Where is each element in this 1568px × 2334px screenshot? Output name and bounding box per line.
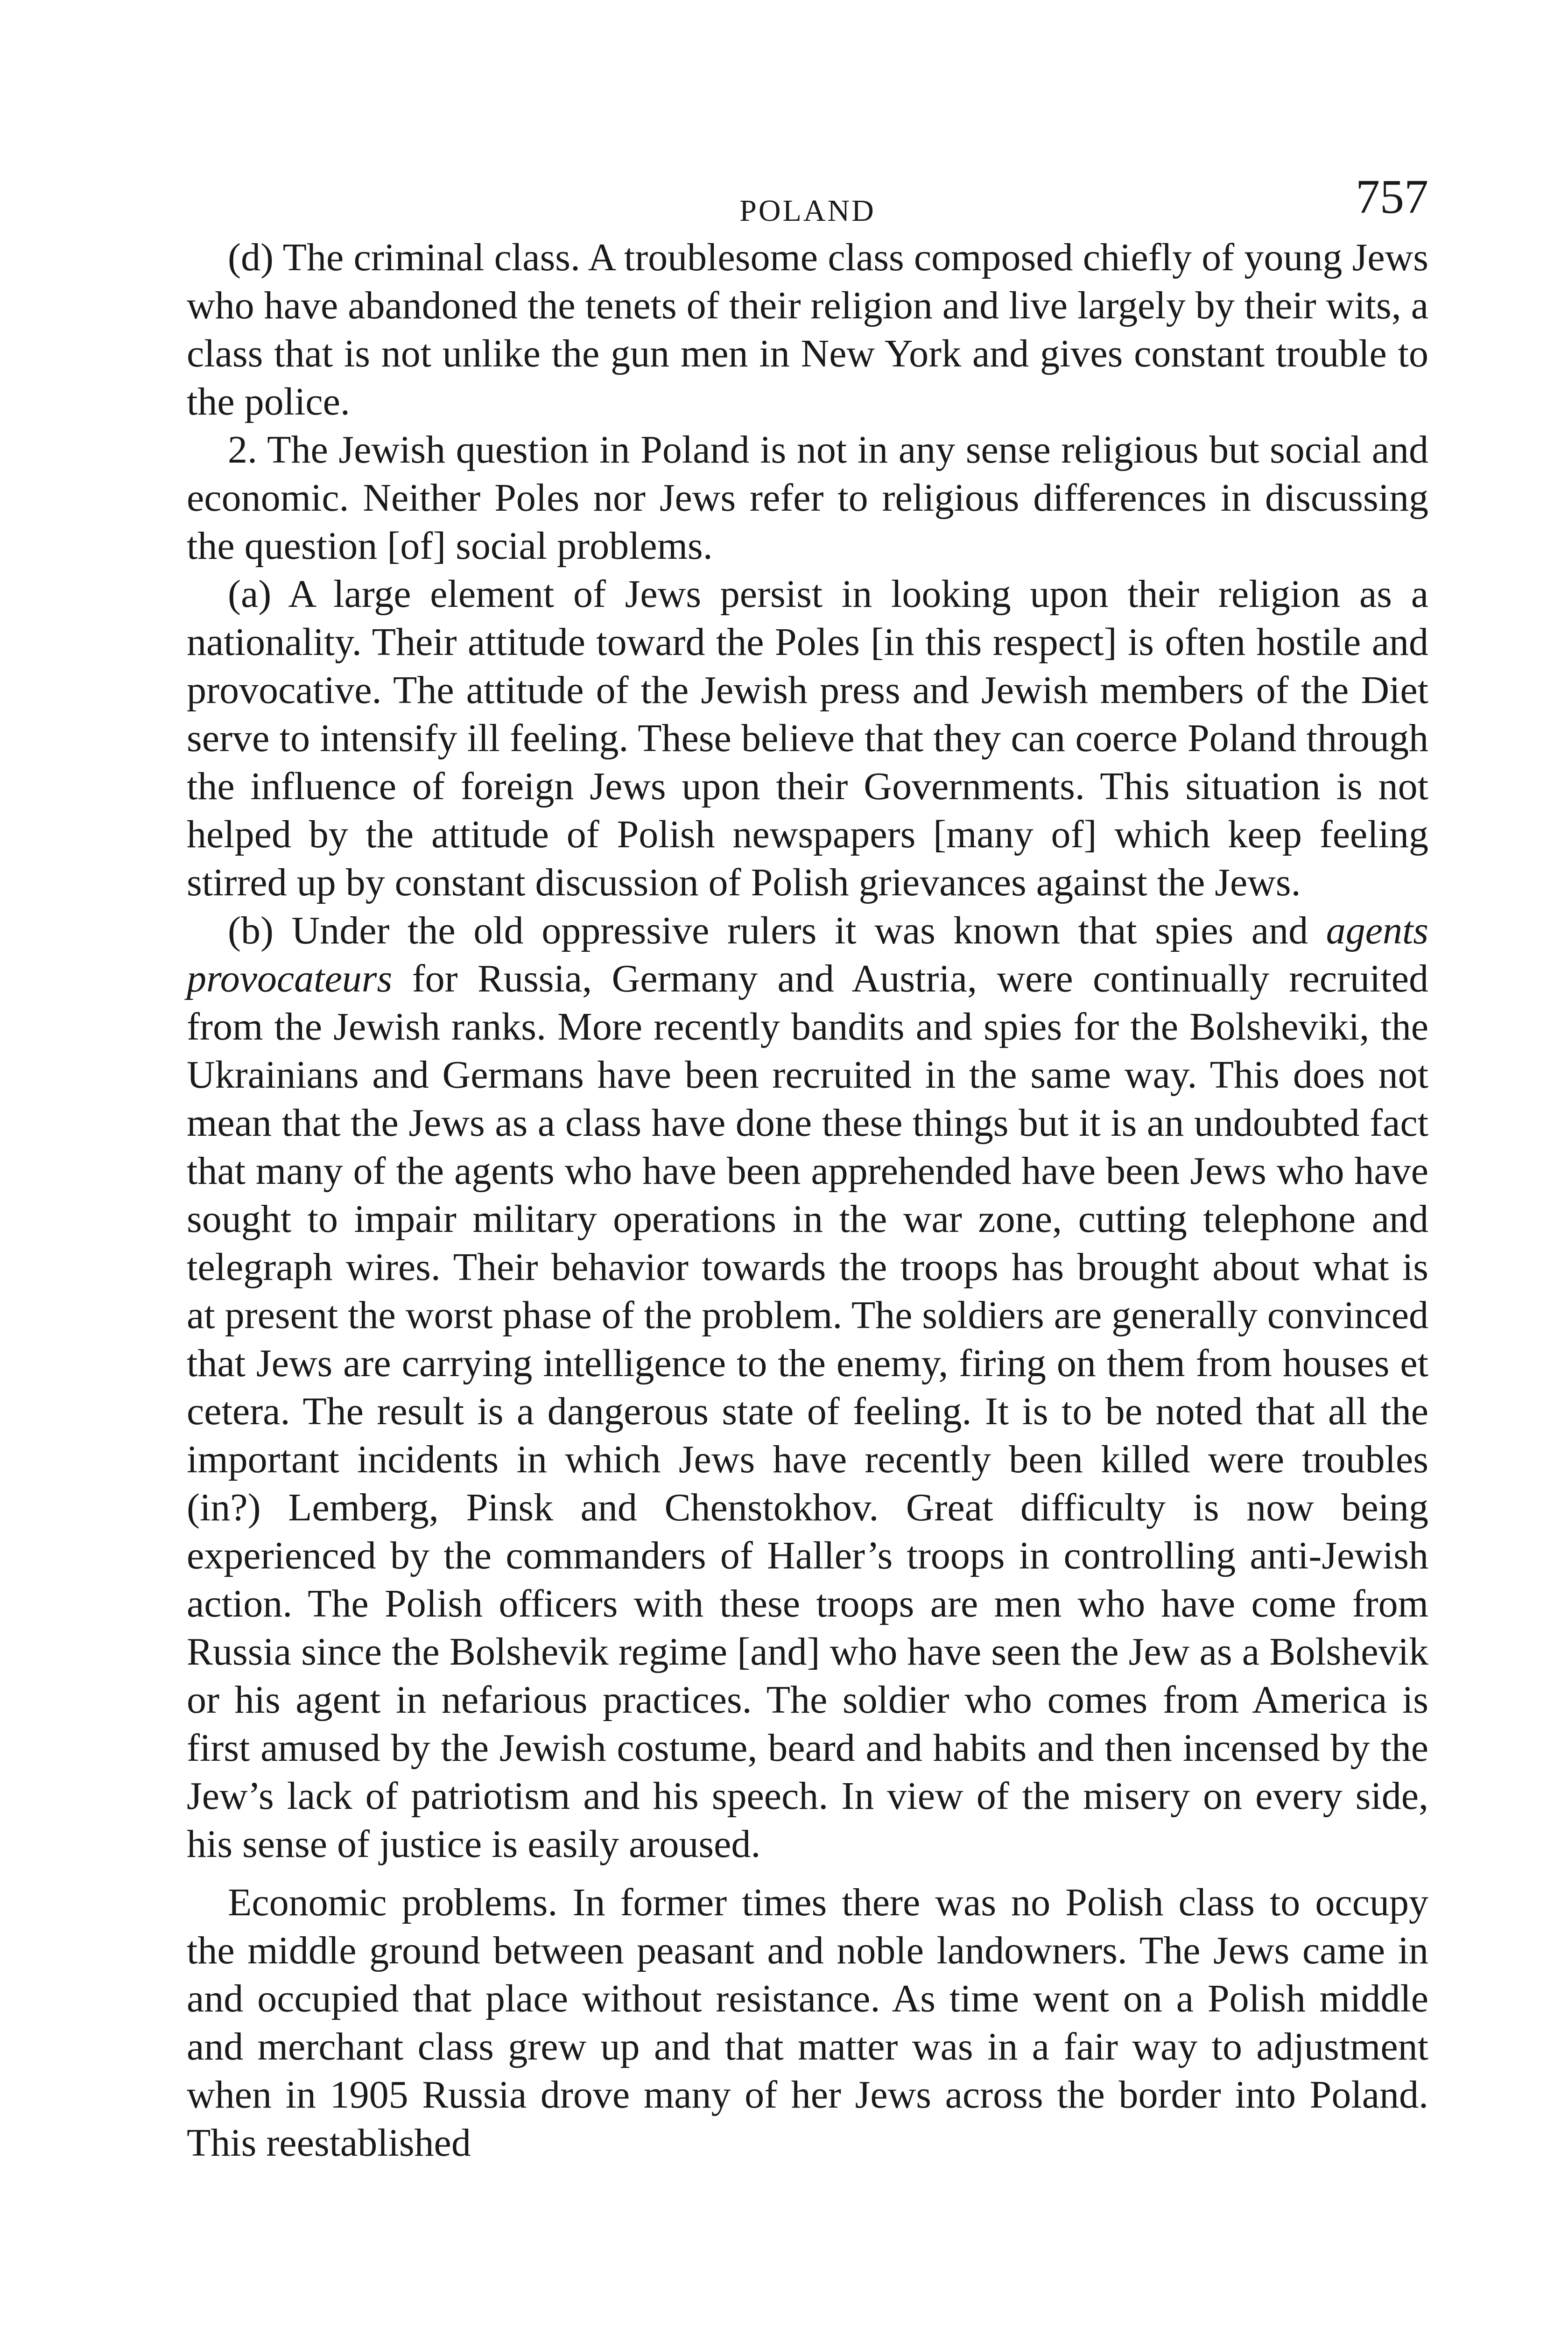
paragraph-d-criminal-class [187,233,1428,426]
paragraph-b-text-1: Under the old oppressive rulers it was known that spies and [273,909,1326,952]
document-page [187,170,1428,2334]
running-header [187,170,1428,233]
paragraph-b-text-2: for Russia, Germany and Austria, were continually recruited from the Jewish ranks. More recently bandits and spies for the Bolsheviki, the Ukrainians and Germans have been recruited in the same way. This does not mean that the Jews as a class have done these things but it is an undoubted fact that many of the agents who have been apprehended have been Jews who have sought to impair military operations in the war zone, cutting telephone and telegraph wires. Their behavior towards the troops has brought about what is at present the worst phase of the problem. The soldiers are generally convinced that Jews are carrying intelligence to the enemy, firing on them from houses et cetera. The result is a dangerous state of feeling. It is to be noted that all the important incidents in which Jews have recently been killed were troubles (in?) Lemberg, Pinsk and Chenstokhov. Great difficulty is now being experienced by the commanders of Haller’s troops in controlling anti-Jewish action. The Polish officers with these troops are men who have come from Russia since the Bolshevik regime [and] who have seen the Jew as a Bolshevik or his agent in nefarious practices. The soldier who comes from America is first amused by the Jewish costume, beard and habits and then incensed by the Jew’s lack of patriotism and his speech. In view of the misery on every side, his sense of justice is easily aroused. [187,957,1428,1866]
paragraph-b-italic: agents provocateurs [187,909,1428,1000]
label-a: (a) [228,572,272,616]
label-d: (d) [228,236,274,279]
paragraph-a-text: A large element of Jews persist in looking upon their religion as a nationality. Their attitude toward the Poles [in this respect] is often hostile and provocative. The attitude of the Jewish press and Jewish members of the Diet serve to intensify ill feeling. These believe that they can coerce Poland through the influence of foreign Jews upon their Governments. This situation is not helped by the attitude of Polish newspapers [many of] which keep feeling stirred up by constant discussion of Polish grievances against the Jews. [187,572,1428,904]
paragraph-b-spies [187,907,1428,1868]
running-title: POLAND [739,194,876,228]
body-text [187,233,1428,2167]
page-number: 757 [1356,170,1428,224]
label-b: (b) [228,909,274,952]
paragraph-economic-problems: Economic problems. In former times there was no Polish class to occupy the middle ground between peasant and noble landowners. The Jews came in and occupied that place without resistance. As time went on a Polish middle and merchant class grew up and that matter was in a fair way to adjustment when in 1905 Russia drove many of her Jews across the border into Poland. This reestablished [187,1881,1428,2165]
paragraph-d-text: The criminal class. A troublesome class composed chiefly of young Jews who have abandoned the tenets of their religion and live largely by their wits, a class that is not unlike the gun men in New York and gives constant trouble to the police. [187,236,1428,423]
paragraph-2-jewish-question: 2. The Jewish question in Poland is not in any sense religious but social and economic. Neither Poles nor Jews refer to religious differences in discussing the question [of] social problems. [187,428,1428,568]
paragraph-a-nationality [187,570,1428,907]
